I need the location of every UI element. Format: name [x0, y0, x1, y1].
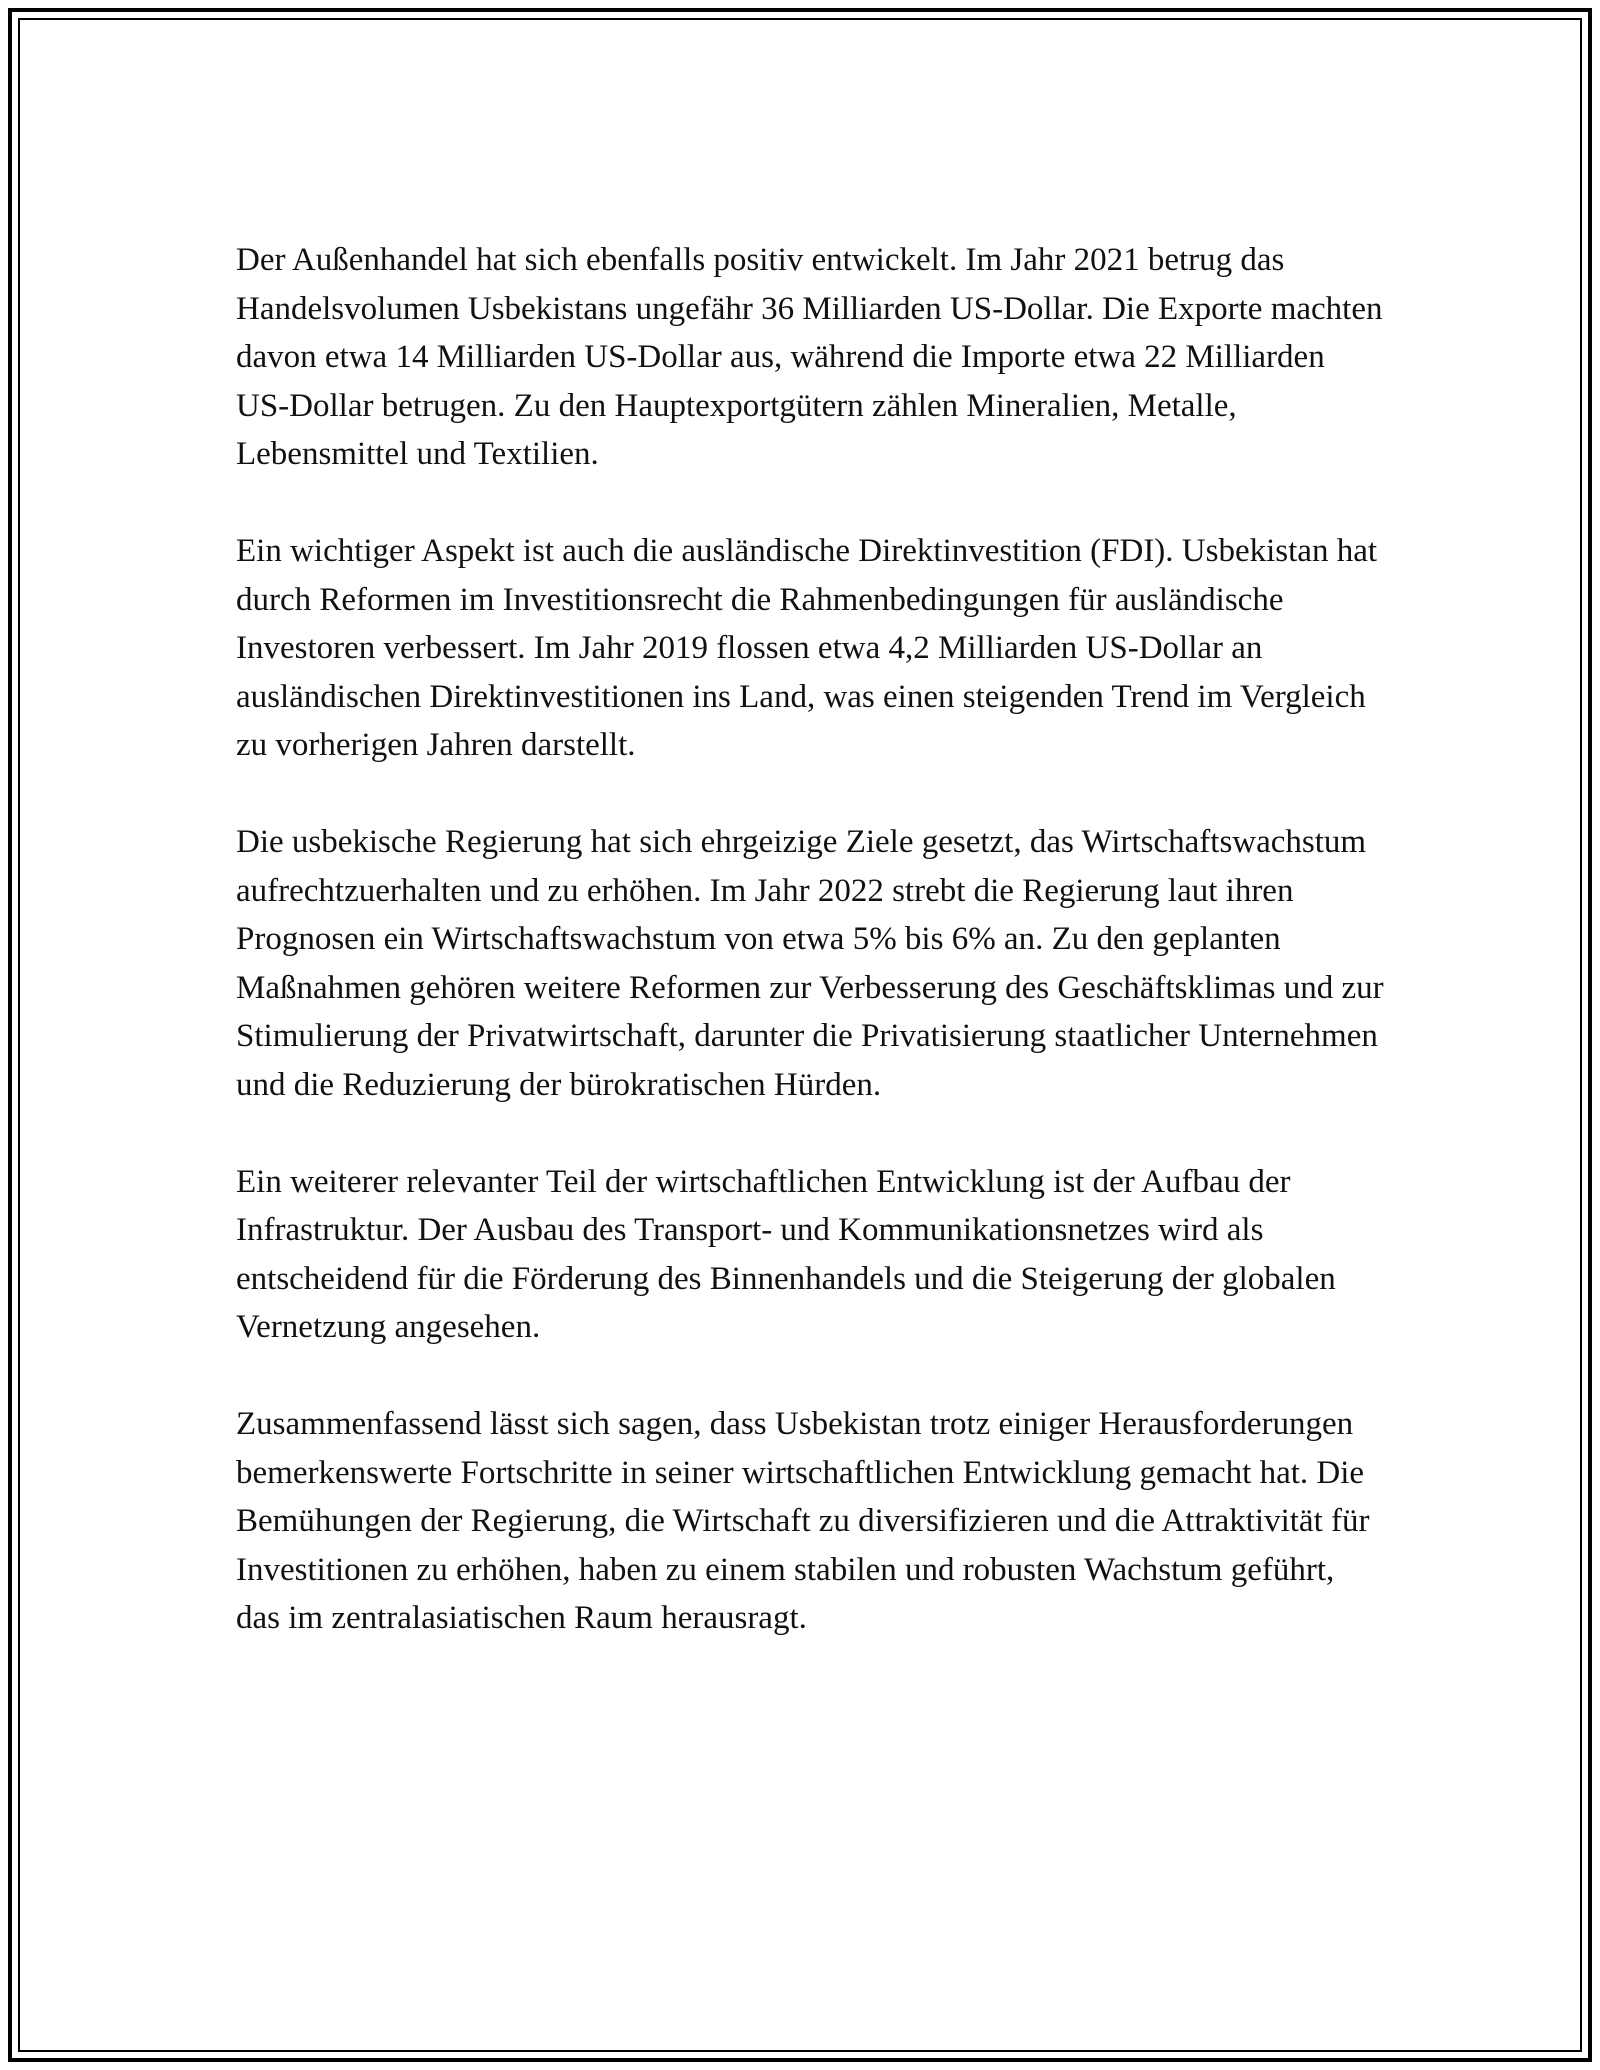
paragraph-government-goals: Die usbekische Regierung hat sich ehrgeizige Ziele gesetzt, das Wirtschaftswachstum aufrechtzuerhalten und zu erhöhen. Im Jahr 2022 strebt die Regierung laut ihren Prognosen ein Wirtschaftswachstum von etwa 5% bis 6% an. Zu den geplanten Maßnahmen gehören weitere Reformen zur Verbesserung des Geschäftsklimas und zur Stimulierung der Privatwirtschaft, darunter die Privatisierung staatlicher Unternehmen und die Reduzierung der bürokratischen Hürden.	[236, 824, 1384, 1103]
paragraph-foreign-trade: Der Außenhandel hat sich ebenfalls positiv entwickelt. Im Jahr 2021 betrug das Handelsvolumen Usbekistans ungefähr 36 Milliarden US-Dollar. Die Exporte machten davon etwa 14 Milliarden US-Dollar aus, während die Importe etwa 22 Milliarden US-Dollar betrugen. Zu den Hauptexportgütern zählen Mineralien, Metalle, Lebensmittel und Textilien.	[236, 242, 1383, 472]
paragraph-summary: Zusammenfassend lässt sich sagen, dass Usbekistan trotz einiger Herausforderungen bemerkenswerte Fortschritte in seiner wirtschaftlichen Entwicklung gemacht hat. Die Bemühungen der Regierung, die Wirtschaft zu diversifizieren und die Attraktivität für Investitionen zu erhöhen, haben zu einem stabilen und robusten Wachstum geführt, das im zentralasiatischen Raum herausragt.	[236, 1406, 1370, 1636]
document-body	[236, 236, 1386, 1643]
paragraph-direct-investment: Ein wichtiger Aspekt ist auch die ausländische Direktinvestition (FDI). Usbekistan hat durch Reformen im Investitionsrecht die Rahmenbedingungen für ausländische Investoren verbessert. Im Jahr 2019 flossen etwa 4,2 Milliarden US-Dollar an ausländischen Direktinvestitionen ins Land, was einen steigenden Trend im Vergleich zu vorherigen Jahren darstellt.	[236, 533, 1378, 763]
paragraph-infrastructure: Ein weiterer relevanter Teil der wirtschaftlichen Entwicklung ist der Aufbau der Infrastruktur. Der Ausbau des Transport- und Kommunikationsnetzes wird als entscheidend für die Förderung des Binnenhandels und die Steigerung der globalen Vernetzung angesehen.	[236, 1163, 1336, 1345]
